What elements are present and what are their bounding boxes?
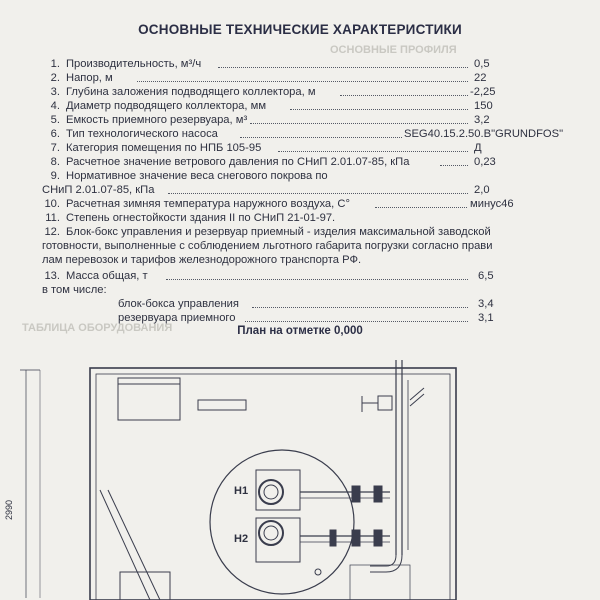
spec-value-4: 150: [474, 100, 493, 112]
spec-row-12-cont: готовности, выполненные с соблюдением льготного габарита погрузки согласно прави: [42, 240, 493, 252]
spec-row-9: 9. Нормативное значение веса снегового покрова по: [50, 170, 328, 182]
spec-row-1: 1. Производительность, м³/ч: [50, 58, 202, 70]
spec-row-5: 5. Емкость приемного резервуара, м³: [50, 114, 248, 126]
spec-value-10: минус46: [470, 198, 514, 210]
pump-h1: [259, 480, 283, 504]
diagonal-line: [100, 490, 150, 600]
spec-row-10: 10. Расчетная зимняя температура наружного воздуха, С°: [44, 198, 350, 210]
building-wall-inner: [96, 374, 450, 600]
plan-title: План на отметке 0,000: [237, 325, 363, 337]
pump-h2: [259, 521, 283, 545]
spec-value-13: 6,5: [478, 270, 494, 282]
dimension-label: 2990: [4, 499, 14, 520]
spec-row-7: 7. Категория помещения по НПБ 105-95: [50, 142, 262, 154]
spec-value-tank: 3,1: [478, 312, 494, 324]
spec-sub-heading: в том числе:: [42, 284, 107, 296]
leader-dots: [245, 320, 468, 322]
spec-row-12-cont2: лам перевозок и тарифов железнодорожного транспорта РФ.: [42, 254, 362, 266]
valve: [374, 530, 382, 546]
page-title: ОСНОВНЫЕ ТЕХНИЧЕСКИЕ ХАРАКТЕРИСТИКИ: [138, 22, 462, 37]
receiving-tank: [210, 450, 354, 594]
shelf: [198, 400, 246, 410]
spec-value-7: Д: [474, 142, 482, 154]
leader-dots: [278, 150, 468, 152]
spec-row-8: 8. Расчетное значение ветрового давления по СНиП 2.01.07-85, кПа: [50, 156, 410, 168]
leader-dots: [440, 164, 468, 166]
spec-row-4: 4. Диаметр подводящего коллектора, мм: [50, 100, 267, 112]
leader-dots: [218, 66, 468, 68]
leader-dots: [340, 94, 468, 96]
pump-label-h2: Н2: [234, 533, 249, 545]
spec-value-control-box: 3,4: [478, 298, 494, 310]
gate-valve: [378, 396, 392, 410]
leader-dots: [252, 306, 468, 308]
spec-value-8: 0,23: [474, 156, 496, 168]
leader-dots: [168, 192, 468, 194]
leader-dots: [250, 122, 468, 124]
valve: [352, 486, 360, 502]
spec-row-12: 12. Блок-бокс управления и резервуар приемный - изделия максимальной заводской: [44, 226, 491, 238]
equipment-box: [120, 572, 170, 600]
spec-subrow-control-box: блок-бокса управления: [118, 298, 239, 310]
spec-value-9: 2,0: [474, 184, 490, 196]
leader-dots: [240, 136, 402, 138]
leader-dots: [166, 278, 468, 280]
spec-row-2: 2. Напор, м: [50, 72, 113, 84]
spec-row-11: 11. Степень огнестойкости здания II по СНиП 21-01-97.: [45, 212, 336, 224]
valve: [374, 486, 382, 502]
valve: [352, 530, 360, 546]
floor-plan-drawing: [0, 340, 600, 600]
bleed-through-text: ТАБЛИЦА ОБОРУДОВАНИЯ: [22, 322, 173, 334]
leader-dots: [290, 108, 468, 110]
spec-row-6: 6. Тип технологического насоса: [50, 128, 218, 140]
bleed-through-text: ОСНОВНЫЕ ПРОФИЛЯ: [330, 44, 457, 56]
spec-value-2: 22: [474, 72, 487, 84]
spec-value-5: 3,2: [474, 114, 490, 126]
spec-row-9-cont: СНиП 2.01.07-85, кПа: [42, 184, 155, 196]
leader-dots: [137, 80, 468, 82]
spec-subrow-tank: резервуара приемного: [118, 312, 236, 324]
spec-value-6: SEG40.15.2.50.В"GRUNDFOS": [404, 128, 564, 140]
spec-value-1: 0,5: [474, 58, 490, 70]
spec-row-3: 3. Глубина заложения подводящего коллектора, м: [50, 86, 316, 98]
spec-row-13: 13. Масса общая, т: [44, 270, 148, 282]
pump-label-h1: Н1: [234, 485, 249, 497]
leader-dots: [375, 206, 467, 208]
spec-value-3: -2,25: [470, 86, 496, 98]
